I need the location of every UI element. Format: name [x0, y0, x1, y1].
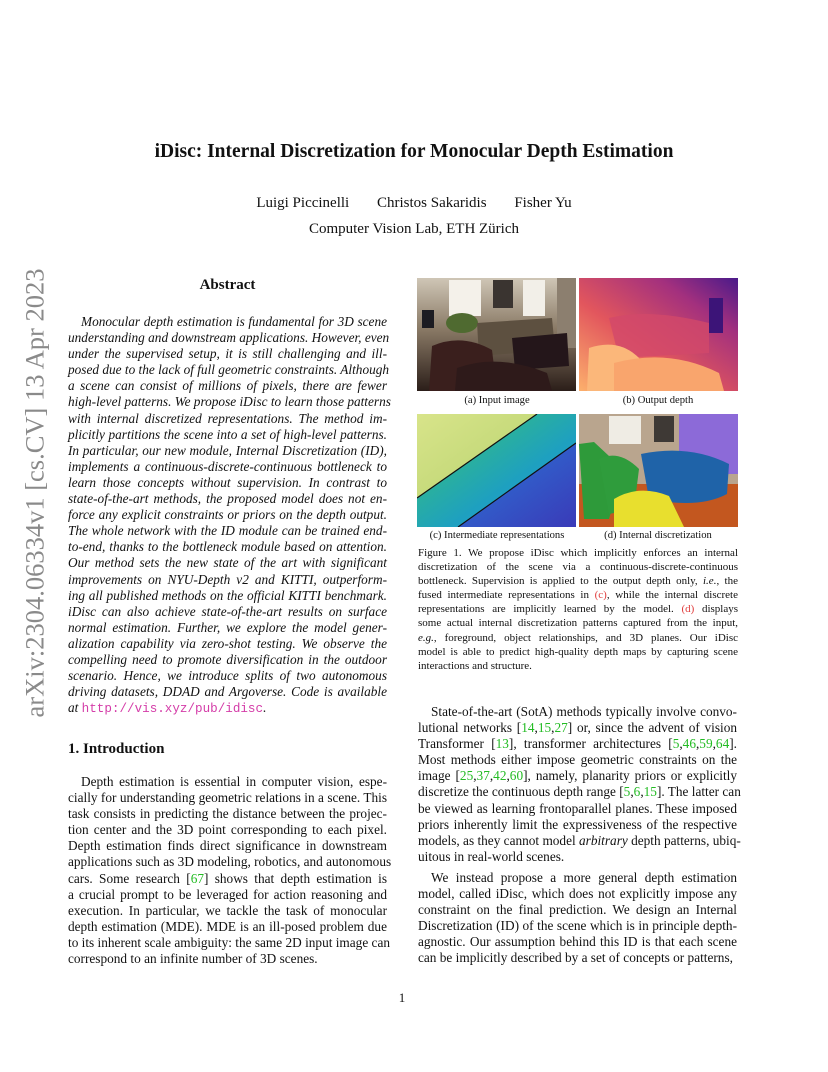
text-line: Discretization (ID) of the scene which is in principle depth-: [418, 918, 737, 934]
subcaption-d: (d) Internal discretization: [604, 530, 712, 541]
text-line: We instead propose a more general depth estimation: [431, 870, 737, 885]
text-line: posed due to the lack of full geometric constraints. Although: [68, 362, 390, 378]
arxiv-identifier: arXiv:2304.06334v1 [cs.CV] 13 Apr 2023: [19, 268, 50, 718]
text-line: implements a continuous-discrete-continuous bottleneck to: [68, 458, 387, 474]
author-list: [0, 195, 828, 212]
text-line: interactions and structure.: [418, 659, 532, 672]
citation-link[interactable]: 25: [459, 768, 474, 784]
text-line: alization capability via zero-shot testing. We observe the: [68, 635, 387, 651]
text-line: normal estimation. Further, we explore the model gener-: [68, 619, 387, 635]
text-line: force any explicit constraints or priors on the depth output.: [68, 507, 387, 523]
citation-link[interactable]: 13: [495, 736, 509, 752]
figure-input-image: [417, 278, 576, 391]
affiliation: Computer Vision Lab, ETH Zürich: [308, 221, 520, 237]
text-line: bottleneck. Supervision is applied to the output depth only, i.e., the: [418, 575, 738, 588]
citation-link[interactable]: 60: [509, 768, 524, 784]
text-line: Transformer [13], transformer architectures [5,46,59,64].: [418, 736, 737, 752]
citation-link[interactable]: 15: [537, 720, 552, 736]
text-line: fused intermediate representations in (c), while the internal discrete: [418, 589, 738, 602]
text-line: with internal discretized representations. The method im-: [68, 410, 387, 426]
subcaption-c: (c) Intermediate representations: [429, 530, 565, 541]
text-line: model, called iDisc, which does not explicitly impose any: [418, 886, 737, 902]
text-line: execution. In particular, we tackle the task of monocular: [68, 902, 387, 918]
text-line: compelling need to promote diversification in the outdoor: [68, 651, 387, 667]
citation-link[interactable]: 42: [493, 768, 507, 784]
text-line: agnostic. Our assumption behind this ID is that each scene: [418, 934, 737, 950]
text-line: under the supervised setup, it is still challenging and ill-: [68, 346, 387, 362]
citation-link[interactable]: 6: [633, 784, 641, 800]
text-line: applications such as 3D modeling, robotics, and autonomous: [68, 854, 392, 870]
text-line: a crucial prompt to be leveraged for action reasoning and: [68, 886, 387, 902]
citation-link[interactable]: 5: [623, 784, 631, 800]
text-line: Monocular depth estimation is fundamental for 3D scene: [81, 314, 387, 329]
text-line: task consists in predicting the distance between the projec-: [68, 806, 387, 822]
text-line: depth estimation (MDE). MDE is an ill-posed problem due: [68, 918, 387, 934]
abstract-body: [68, 314, 391, 717]
text-line: to-end, thanks to the bottleneck module based on attention.: [68, 539, 387, 555]
text-line: can be implicitly described by a set of concepts or patterns,: [418, 950, 733, 966]
text-line: discretization of the scene via a continuous-discrete-continuous: [418, 561, 738, 574]
text-line: Most methods either impose geometric constraints on the: [418, 752, 737, 768]
text-line: learn those concepts without supervision. In contrast to: [68, 474, 387, 490]
figure-internal-discretization: [579, 414, 738, 527]
text-line: to its inherent scale ambiguity: the same 2D input image can: [68, 934, 390, 950]
text-line: state-of-the-art methods, the proposed model does not en-: [68, 491, 387, 507]
text-line: tion center and the 3D point corresponding to each pixel.: [68, 822, 387, 838]
citation-link[interactable]: 27: [554, 720, 568, 736]
introduction-heading: 1. Introduction: [68, 741, 165, 757]
emphasis-text: e.g.: [418, 631, 434, 644]
citation-link[interactable]: 15: [643, 784, 657, 800]
text-line: ing all published methods on the official KITTI benchmark.: [68, 587, 387, 603]
text-line: cars. Some research [67] shows that depth estimation is: [68, 870, 387, 886]
right-paragraph-sota: [418, 704, 741, 865]
text-line: driving datasets, DDAD and Argoverse. Code is available: [68, 684, 387, 700]
citation-link[interactable]: 64: [715, 736, 730, 752]
text-line: models, as they cannot model arbitrary depth patterns, ubiq-: [418, 832, 741, 848]
author: Christos Sakaridis: [376, 195, 487, 211]
citation-link[interactable]: 67: [190, 870, 204, 886]
author: Fisher Yu: [514, 195, 572, 211]
text-line: e.g., foreground, object relationships, and 3D planes. Our iDisc: [418, 631, 738, 644]
text-line: discretize the continuous depth range [5,6,15]. The latter can: [418, 784, 741, 800]
citation-link[interactable]: 14: [521, 720, 535, 736]
abstract-heading: Abstract: [199, 277, 256, 293]
text-line: plicitly partitions the scene into a set of high-level patterns.: [68, 426, 387, 442]
text-line: priors inherently limit the expressiveness of the respective: [418, 816, 737, 832]
text-line: some actual internal discretization patterns captured from the input,: [418, 617, 738, 630]
right-paragraph-idisc: [418, 870, 737, 967]
text-line: image [25,37,42,60], namely, planarity priors or explicitly: [418, 768, 737, 784]
text-line: In particular, our new module, Internal Discretization (ID),: [68, 442, 387, 458]
text-line: constraint on the final prediction. We design an Internal: [418, 902, 737, 918]
introduction-paragraph: [68, 774, 392, 967]
figure-reference-link[interactable]: (c): [594, 589, 607, 602]
text-line: State-of-the-art (SotA) methods typically involve convo-: [431, 704, 737, 719]
text-line: Figure 1. We propose iDisc which implicitly enforces an internal: [418, 547, 738, 559]
text-line: uitous in real-world scenes.: [418, 848, 565, 864]
text-line: Depth estimation is essential in computer vision, espe-: [81, 774, 387, 789]
text-line: correspond to an infinite number of 3D scenes.: [68, 951, 318, 967]
citation-link[interactable]: 59: [699, 736, 713, 752]
text-line: improvements on NYU-Depth v2 and KITTI, outperform-: [68, 571, 387, 587]
citation-link[interactable]: 5: [672, 736, 680, 752]
text-line: model is able to predict high-quality depth maps by capturing scene: [418, 645, 738, 658]
text-line: a scene can consist of millions of pixels, there are fewer: [68, 378, 387, 394]
paper-title: iDisc: Internal Discretization for Monocular Depth Estimation: [154, 141, 674, 162]
subcaption-b: (b) Output depth: [622, 395, 694, 406]
text-line: representations are implicitly learned by the model. (d) displays: [418, 603, 738, 616]
text-line: scenario. Hence, we introduce splits of two autonomous: [68, 668, 387, 684]
citation-link[interactable]: 37: [476, 768, 490, 784]
figure-intermediate-representations: [417, 414, 576, 527]
figure-output-depth: [579, 278, 738, 391]
figure-caption: [418, 546, 738, 673]
text-line: lutional networks [14,15,27] or, since the advent of vision: [418, 720, 737, 736]
text-line: cially for understanding geometric relations in a scene. This: [68, 790, 387, 806]
emphasis-text: i.e.: [703, 575, 717, 588]
text-line: The whole network with the ID module can be trained end-: [68, 523, 387, 539]
text-line: Depth estimation finds direct significance in downstream: [68, 838, 387, 854]
code-url-link[interactable]: http://vis.xyz/pub/idisc: [81, 702, 264, 717]
text-line: high-level patterns. We propose iDisc to learn those patterns: [68, 394, 391, 410]
text-line: at http://vis.xyz/pub/idisc.: [68, 700, 267, 717]
subcaption-a: (a) Input image: [464, 395, 530, 406]
text-line: Our method sets the new state of the art with significant: [68, 555, 387, 571]
text-line: be viewed as learning frontoparallel planes. These imposed: [418, 800, 737, 816]
text-line: understanding and downstream applications. However, even: [68, 330, 390, 346]
figure-reference-link[interactable]: (d): [681, 603, 695, 616]
citation-link[interactable]: 46: [682, 736, 696, 752]
text-line: iDisc can also achieve state-of-the-art results on surface: [68, 603, 387, 619]
page-number: 1: [398, 990, 406, 1005]
author: Luigi Piccinelli: [256, 195, 350, 211]
emphasis-text: arbitrary: [579, 832, 628, 848]
